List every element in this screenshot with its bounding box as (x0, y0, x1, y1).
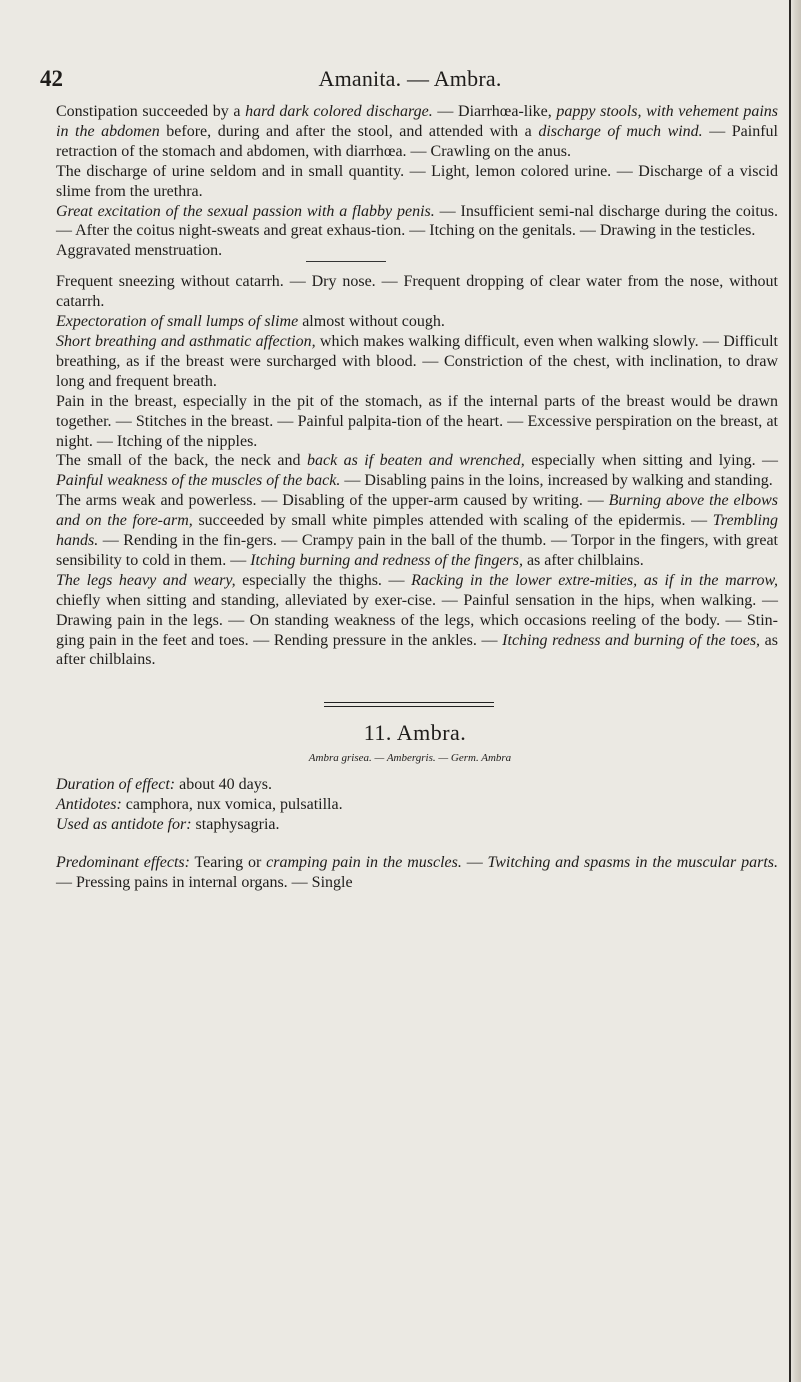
italic-run: Racking in the lower extre-mities, as if in the marrow, (411, 571, 778, 589)
italic-run: Expectoration of small lumps of slime (56, 313, 299, 331)
amanita-text-part-1 (56, 102, 778, 261)
text-run: Constipation succeeded by a (56, 103, 246, 120)
text-run: — Pressing pains in internal organs. — Single (56, 873, 353, 891)
paragraph (56, 853, 778, 893)
italic-run: Itching burning and redness of the fingers, (250, 551, 523, 569)
section-double-rule (324, 702, 494, 707)
text-run: — Diarrhœa-like, (432, 103, 557, 120)
paragraph (56, 332, 778, 392)
italic-run: back as if beaten and wrenched, (306, 452, 525, 470)
page-number: 42 (40, 66, 63, 91)
italic-run: discharge of much wind. (538, 122, 703, 140)
italic-run: pappy stools, with vehement pains in the abdomen (56, 103, 779, 140)
text-run: — (461, 853, 488, 871)
italic-run: Short breathing and asthmatic affection, (56, 332, 316, 350)
paragraph (56, 312, 778, 332)
text-run: — Painful retraction of the stomach and abdomen, with diarrhœa. — Crawling on the anus. (56, 122, 778, 160)
amanita-text-part-2 (56, 272, 778, 670)
italic-run: Painful weakness of the muscles of the back. (56, 472, 341, 490)
paragraph (56, 815, 778, 835)
text-run: especially the thighs. — (235, 571, 412, 589)
text-run: The discharge of urine seldom and in small quantity. — Light, lemon colored urine. — Discharge of a viscid slime from the urethra. (56, 162, 778, 200)
text-run: especially when sitting and lying. — (524, 452, 779, 470)
paragraph (56, 241, 778, 261)
text-run: staphysagria. (191, 816, 280, 833)
paragraph (56, 775, 778, 795)
italic-run: Used as antidote for: (56, 816, 192, 833)
paragraph (56, 162, 778, 202)
italic-run: Antidotes: (56, 796, 122, 814)
text-run: camphora, nux vomica, pulsatilla. (121, 796, 343, 814)
text-run: before, during and after the stool, and attended with a (159, 122, 539, 140)
page-body (56, 102, 778, 893)
section-title: 11. Ambra. (363, 720, 467, 746)
text-run: as after chilblains. (522, 551, 644, 569)
paragraph (56, 491, 778, 571)
text-run: almost without cough. (298, 313, 445, 331)
text-run: — Disabling pains in the loins, increased by walking and standing. (340, 472, 773, 490)
italic-run: Burning above the elbows and on the fore-arm, (56, 492, 778, 530)
paragraph (56, 202, 778, 242)
italic-run: Duration of effect: (56, 776, 176, 794)
text-run: The small of the back, the neck and (56, 452, 307, 470)
text-run: — Rending in the fin-gers. — Crampy pain in the ball of the thumb. — Torpor in the fingers, with great sensibility to cold in them. — (56, 532, 778, 569)
ambra-effects (56, 853, 778, 893)
italic-run: Great excitation of the sexual passion with a flabby penis. (56, 202, 435, 220)
section-synonyms: Ambra grisea. — Ambergris. — Germ. Ambra (308, 752, 512, 765)
paragraph (56, 571, 778, 671)
text-run: which makes walking difficult, even when walking slowly. — Difficult breathing, as if the breast were surcharged with blood. — Constriction of the chest, with inclination, to draw long and frequent breath. (56, 332, 778, 390)
text-run: as after chilblains. (56, 631, 779, 669)
text-run: The arms weak and powerless. — Disabling of the upper-arm caused by writing. — (56, 492, 609, 510)
spacer (56, 835, 778, 853)
italic-run: hard dark colored discharge. (245, 103, 433, 120)
text-run: Pain in the breast, especially in the pit of the stomach, as if the internal parts of the breast would be drawn together. — Stitches in the breast. — Painful palpita-tion of the heart. — Excessive perspiration on the breast, at night. — Itching of the nipples. (56, 392, 778, 450)
text-run: Tearing or (189, 853, 267, 871)
italic-run: Trembling hands. (56, 512, 778, 550)
short-rule-divider (306, 261, 386, 272)
paragraph (56, 451, 778, 491)
ambra-properties (56, 775, 778, 835)
italic-run: Twitching and spasms in the muscular parts. (487, 853, 778, 871)
text-run: Frequent sneezing without catarrh. — Dry nose. — Frequent dropping of clear water from the nose, without catarrh. (56, 273, 778, 311)
italic-run: The legs heavy and weary, (56, 571, 236, 589)
text-run: — Insufficient semi-nal discharge during the coitus. — After the coitus night-sweats and great exhaus-tion. — Itching on the genitals. — Drawing in the testicles. (56, 202, 779, 240)
text-run: chiefly when sitting and standing, alleviated by exer-cise. — Painful sensation in the hips, when walking. — Drawing pain in the legs. — On standing weakness of the legs, which occasions reeling of the body. — Stin-ging pain in the feet and toes. — Rending pressure in the ankles. — (56, 591, 778, 649)
paragraph (56, 272, 778, 312)
text-run: succeeded by small white pimples attended with scaling of the epidermis. — (192, 512, 713, 530)
running-head: Amanita. — Ambra. (318, 66, 502, 91)
page-header (40, 66, 780, 96)
italic-run: cramping pain in the muscles. (266, 853, 462, 871)
paragraph (56, 102, 778, 162)
text-run: about 40 days. (175, 776, 272, 794)
page-edge (789, 0, 801, 1382)
paragraph (56, 795, 778, 815)
italic-run: Predominant effects: (56, 853, 190, 871)
text-run: Aggravated menstruation. (56, 242, 223, 260)
italic-run: Itching redness and burning of the toes, (502, 631, 761, 649)
paragraph (56, 392, 778, 452)
